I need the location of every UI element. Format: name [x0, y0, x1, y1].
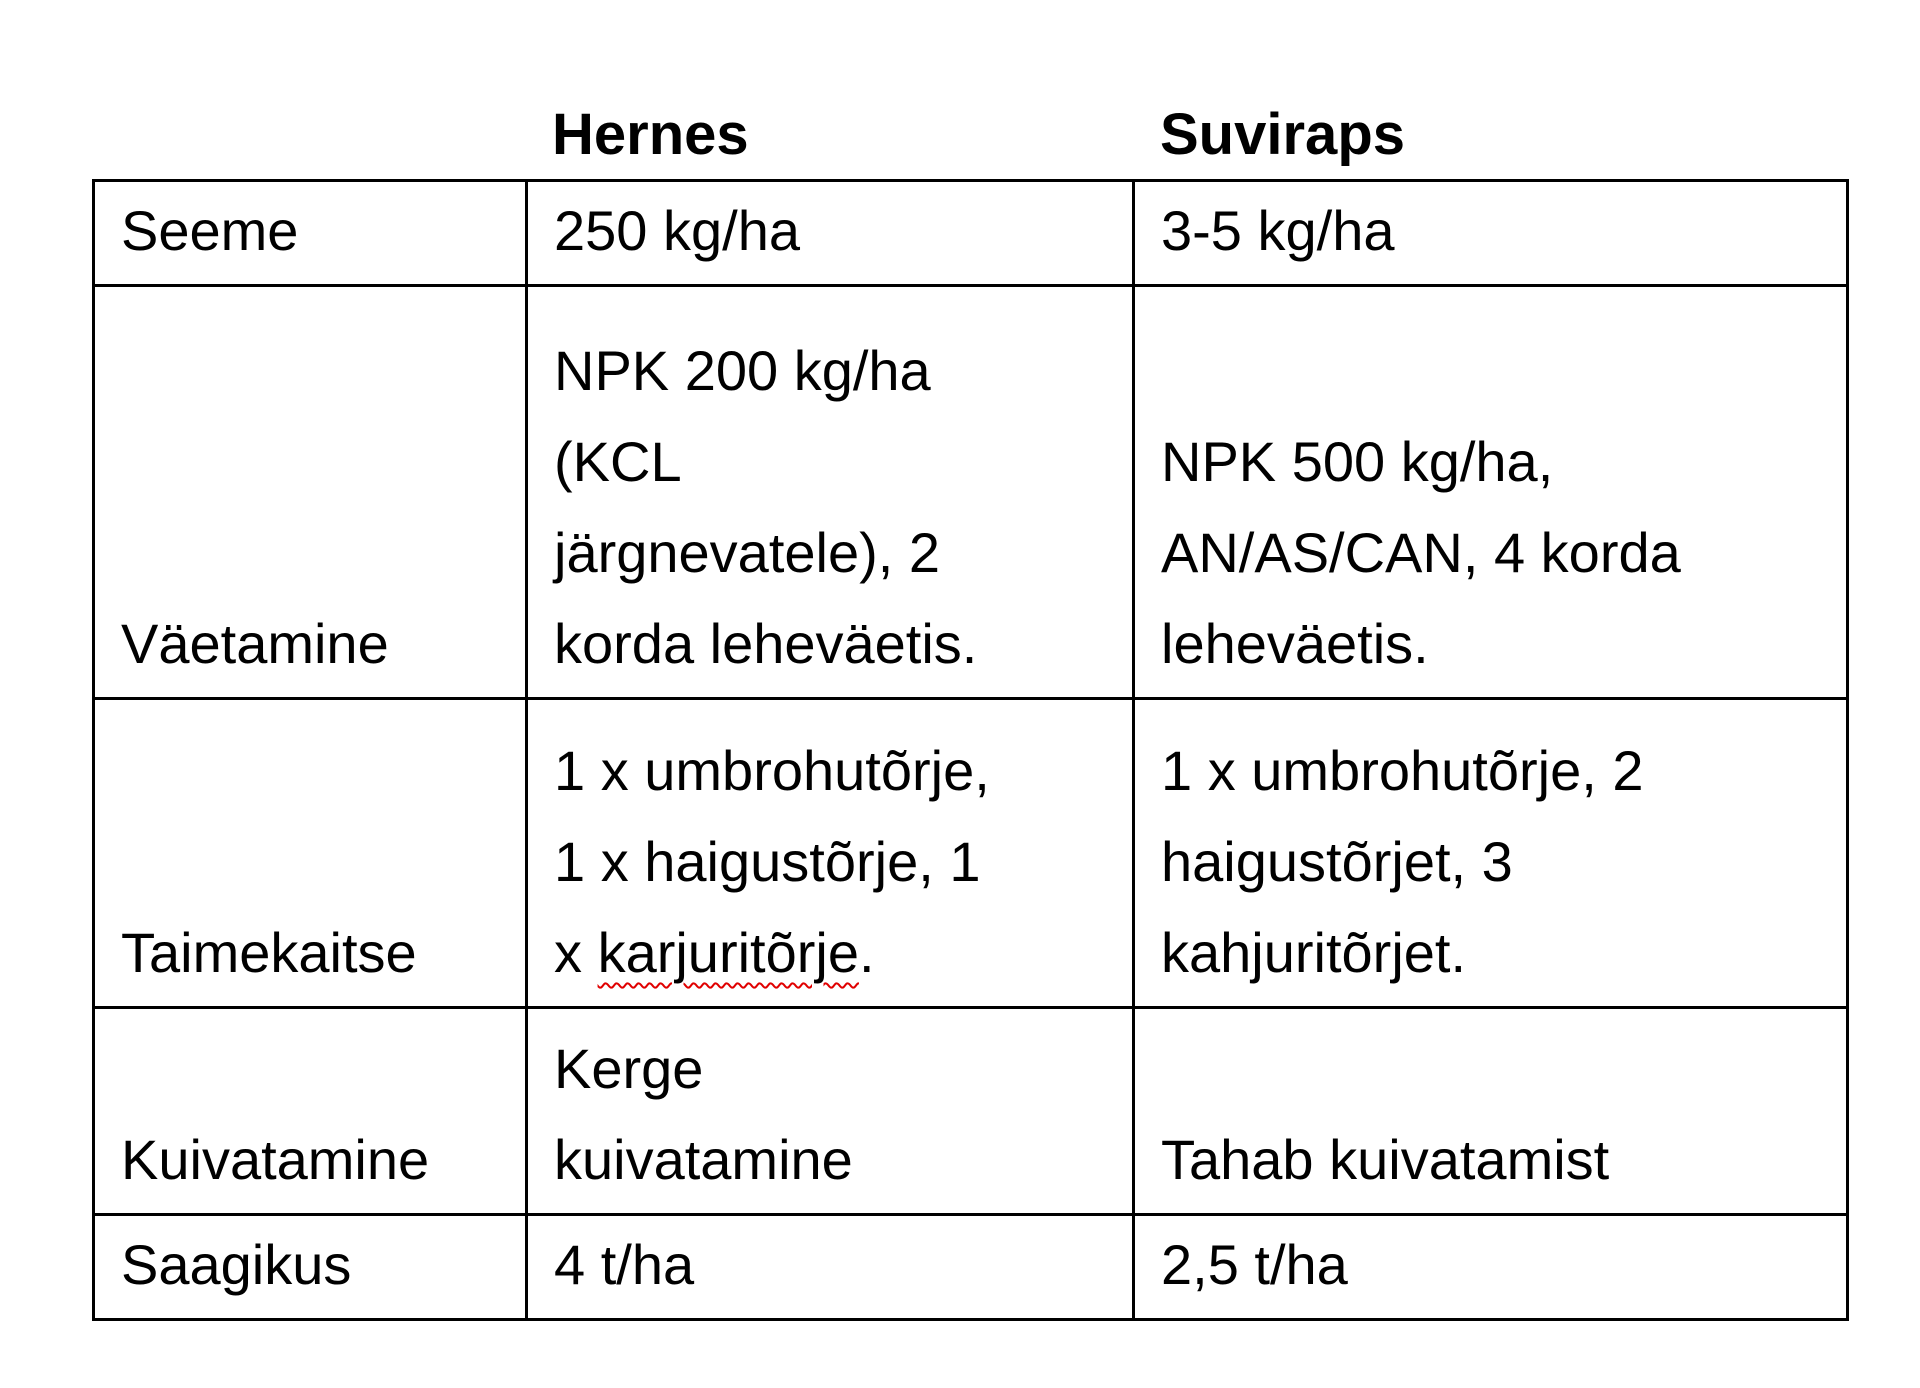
- hernes-taimekaitse-text: 1 x umbrohutõrje, 1 x haigustõrje, 1 x: [554, 739, 990, 984]
- row-label-vaetamine: Väetamine: [94, 286, 527, 699]
- cell-suviraps-saagikus: 2,5 t/ha: [1134, 1215, 1848, 1320]
- cell-hernes-saagikus: 4 t/ha: [527, 1215, 1134, 1320]
- hernes-taimekaitse-suffix: .: [858, 921, 875, 984]
- table-row: [94, 1215, 1848, 1320]
- cell-suviraps-kuivatamine: Tahab kuivatamist: [1134, 1008, 1848, 1215]
- table-header: [0, 95, 1920, 175]
- cell-suviraps-taimekaitse: 1 x umbrohutõrje, 2 haigustõrjet, 3 kahjuritõrjet.: [1134, 699, 1848, 1008]
- misspelled-word[interactable]: karjuritõrje: [597, 921, 859, 984]
- row-label-saagikus: Saagikus: [94, 1215, 527, 1320]
- table-row: [94, 286, 1848, 699]
- crop-comparison-table: [92, 179, 1849, 1321]
- table-row: [94, 181, 1848, 286]
- row-label-kuivatamine: Kuivatamine: [94, 1008, 527, 1215]
- column-header-hernes: Hernes: [552, 102, 749, 167]
- cell-suviraps-vaetamine: NPK 500 kg/ha, AN/AS/CAN, 4 korda leheväetis.: [1134, 286, 1848, 699]
- cell-suviraps-seeme: 3-5 kg/ha: [1134, 181, 1848, 286]
- cell-hernes-seeme: 250 kg/ha: [527, 181, 1134, 286]
- cell-hernes-kuivatamine: Kerge kuivatamine: [527, 1008, 1134, 1215]
- table-row: [94, 1008, 1848, 1215]
- table-row: [94, 699, 1848, 1008]
- row-label-taimekaitse: Taimekaitse: [94, 699, 527, 1008]
- cell-hernes-vaetamine: NPK 200 kg/ha (KCL järgnevatele), 2 korda leheväetis.: [527, 286, 1134, 699]
- column-header-suviraps: Suviraps: [1160, 102, 1405, 167]
- cell-hernes-taimekaitse: [527, 699, 1134, 1008]
- row-label-seeme: Seeme: [94, 181, 527, 286]
